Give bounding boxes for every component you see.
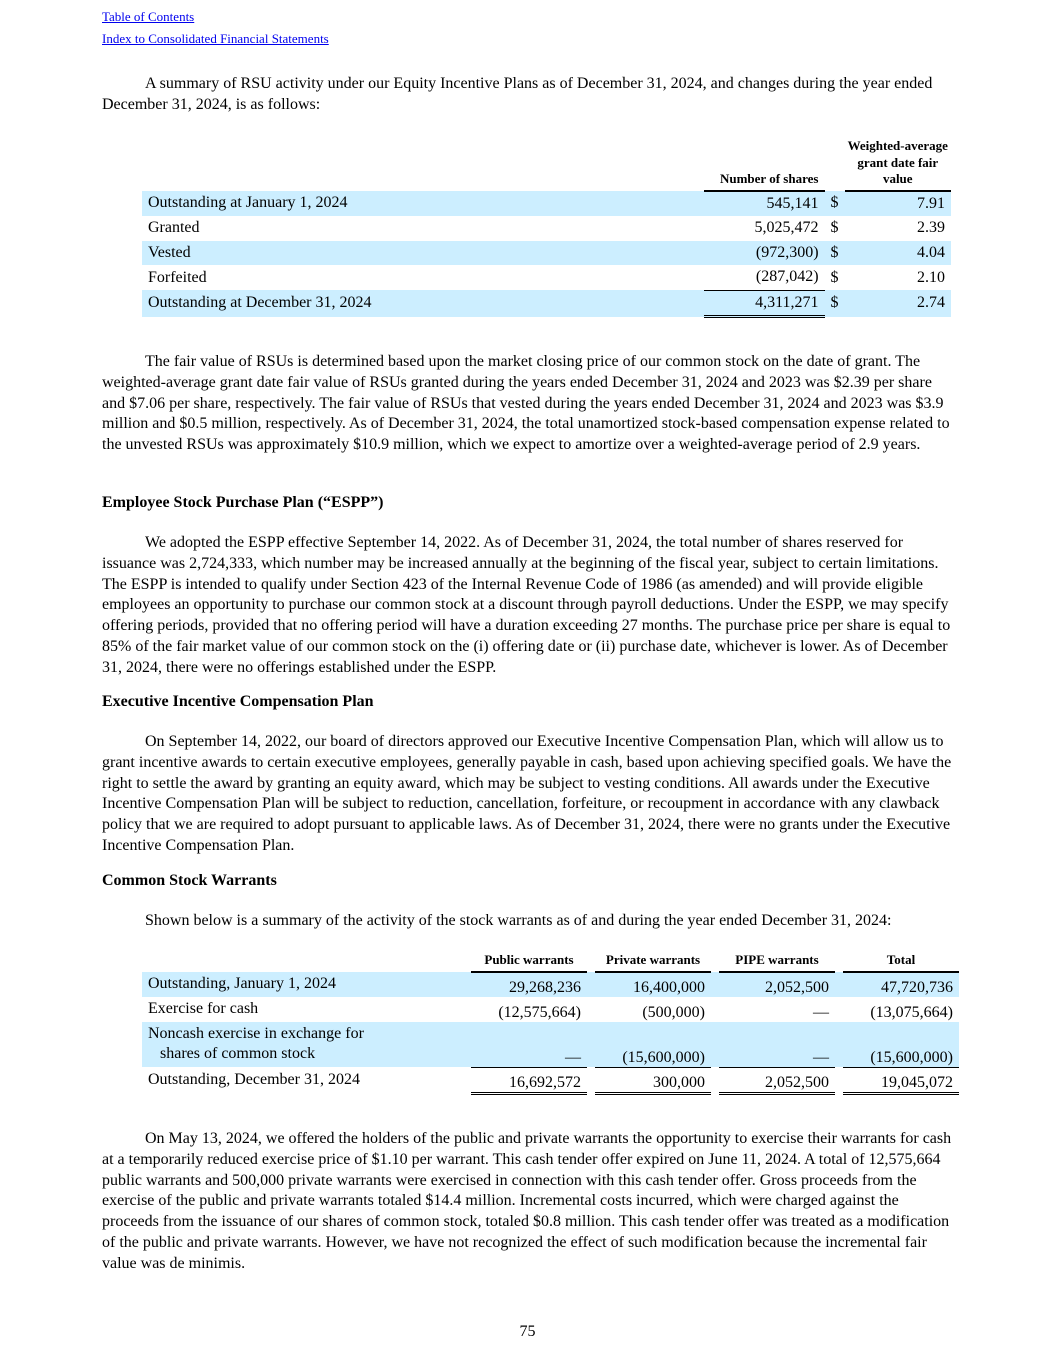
row-label: Outstanding at December 31, 2024 bbox=[142, 290, 704, 317]
row-label bbox=[142, 1067, 471, 1094]
public-warrants-value: — bbox=[471, 1022, 587, 1068]
exec-plan-paragraph: On September 14, 2022, our board of directors approved our Executive Incentive Compensation Plan, which will allow us to grant incentive awards to certain executive employees, generally payable in cash, based upon achieving specified goals. We have the right to settle the award by granting an equity award, which may be subject to vesting conditions. All awards under the Executive Incentive Compensation Plan will be subject to reduction, cancellation, forfeiture, or recoupment in accordance with any clawback policy that we are required to adopt pursuant to applicable laws. As of December 31, 2024, there were no grants under the Executive Incentive Compensation Plan. bbox=[102, 733, 952, 854]
fair-value: 2.39 bbox=[917, 219, 945, 237]
column-gap bbox=[835, 1067, 843, 1094]
table-row bbox=[142, 216, 951, 241]
exec-plan-heading: Executive Incentive Compensation Plan bbox=[102, 693, 374, 710]
table-header bbox=[142, 952, 959, 972]
rsu-fair-value-paragraph: The fair value of RSUs is determined based upon the market closing price of our common stock on the date of grant. The weighted-average grant date fair value of RSUs granted during the years ended December 31, 2024 and 2023 was $2.39 per share and $7.06 per share, respectively. The fair value of RSUs that vested during the years ended December 31, 2024 and 2023 was $3.9 million and $0.5 million, respectively. As of December 31, 2024, the total unamortized stock-based compensation expense related to the unvested RSUs was approximately $10.9 million, which we expect to amortize over a weighted-average period of 2.9 years. bbox=[102, 353, 950, 454]
warrants-intro-paragraph: Shown below is a summary of the activity of the stock warrants as of and during the year ended December 31, 2024: bbox=[145, 912, 892, 929]
total-warrants-value: 19,045,072 bbox=[843, 1067, 959, 1094]
warrants-tender-paragraph: On May 13, 2024, we offered the holders of the public and private warrants the opportunity to exercise their warrants for cash at a temporarily reduced exercise price of $1.10 per warrant. This cash tender offer expired on June 11, 2024. A total of 12,575,664 public warrants and 500,000 private warrants were exercised in connection with this cash tender offer. Gross proceeds from the exercise of the public and private warrants totaled $14.4 million. Incremental costs incurred, which were charged against the proceeds from the issuance of our shares of common stock, totaled $0.8 million. This cash tender offer was treated as a modification of the public and private warrants. However, we have not recognized the effect of such modification because the incremental fair value was de minimis. bbox=[102, 1130, 952, 1272]
currency-symbol: $ bbox=[830, 219, 839, 237]
row-label: Outstanding at January 1, 2024 bbox=[142, 191, 704, 217]
pipe-warrants-value: — bbox=[813, 1003, 829, 1021]
row-label bbox=[142, 972, 471, 998]
row-label-line: Noncash exercise in exchange for bbox=[148, 1024, 364, 1042]
table-row bbox=[142, 241, 951, 266]
table-row bbox=[142, 1067, 959, 1094]
header-total: Total bbox=[843, 952, 959, 972]
column-gap bbox=[711, 1022, 719, 1068]
table-row bbox=[142, 1022, 959, 1068]
table-row bbox=[142, 265, 951, 290]
shares-value: (972,300) bbox=[704, 241, 825, 266]
public-warrants-value: (12,575,664) bbox=[498, 1003, 581, 1021]
header-private-warrants: Private warrants bbox=[595, 952, 711, 972]
shares-value: 545,141 bbox=[704, 191, 825, 217]
private-warrants-value: (15,600,000) bbox=[595, 1022, 711, 1068]
currency-symbol: $ bbox=[825, 290, 845, 317]
column-gap bbox=[711, 997, 719, 1022]
column-gap bbox=[587, 972, 595, 998]
row-label bbox=[142, 1022, 471, 1068]
column-gap bbox=[587, 1067, 595, 1094]
fair-value: 4.04 bbox=[845, 241, 951, 266]
shares-value: (287,042) bbox=[755, 268, 819, 286]
column-gap bbox=[587, 1022, 595, 1068]
espp-paragraph: We adopted the ESPP effective September 14, 2022. As of December 31, 2024, the total number of shares reserved for issuance was 2,724,333, which number may be increased annually at the beginning of the fiscal year, subject to certain limitations. The ESPP is intended to qualify under Section 423 of the Internal Revenue Code of 1986 (as amended) and will provide eligible employees an opportunity to purchase our common stock at a discount through payroll deductions. Under the ESPP, we may specify offering periods, provided that no offering period will have a duration exceeding 27 months. The purchase price per share is equal to 85% of the fair market value of our common stock on the (i) offering date or (ii) purchase date, whichever is lower. As of December 31, 2024, there were no offerings established under the ESPP. bbox=[102, 534, 951, 676]
pipe-warrants-value: 2,052,500 bbox=[719, 1067, 835, 1094]
pipe-warrants-value: 2,052,500 bbox=[719, 972, 835, 998]
row-label bbox=[142, 997, 471, 1022]
header-pipe-warrants: PIPE warrants bbox=[719, 952, 835, 972]
warrants-heading: Common Stock Warrants bbox=[102, 872, 277, 889]
currency-symbol: $ bbox=[825, 191, 845, 217]
column-gap bbox=[835, 997, 843, 1022]
espp-heading: Employee Stock Purchase Plan (“ESPP”) bbox=[102, 494, 384, 511]
public-warrants-value: 16,692,572 bbox=[471, 1067, 587, 1094]
table-row bbox=[142, 290, 951, 317]
column-gap bbox=[711, 972, 719, 998]
fair-value: 2.10 bbox=[917, 268, 945, 286]
total-warrants-value: (15,600,000) bbox=[843, 1022, 959, 1068]
row-label-line: Outstanding, December 31, 2024 bbox=[148, 1070, 360, 1088]
shares-value: 5,025,472 bbox=[754, 219, 819, 237]
column-gap bbox=[835, 1022, 843, 1068]
row-label: Vested bbox=[142, 241, 704, 266]
row-label-line: Outstanding, January 1, 2024 bbox=[148, 974, 336, 992]
fair-value: 7.91 bbox=[845, 191, 951, 217]
currency-symbol: $ bbox=[825, 241, 845, 266]
fair-value: 2.74 bbox=[845, 290, 951, 317]
row-label-line: Exercise for cash bbox=[148, 999, 259, 1017]
public-warrants-value: 29,268,236 bbox=[471, 972, 587, 998]
header-weighted-average-fair-value: Weighted-average grant date fair value bbox=[845, 138, 951, 191]
total-warrants-value: 47,720,736 bbox=[843, 972, 959, 998]
row-label: Forfeited bbox=[148, 268, 207, 286]
total-warrants-value: (13,075,664) bbox=[870, 1003, 953, 1021]
column-gap bbox=[587, 997, 595, 1022]
private-warrants-value: 300,000 bbox=[595, 1067, 711, 1094]
header-number-of-shares: Number of shares bbox=[704, 138, 825, 191]
column-gap bbox=[835, 972, 843, 998]
pipe-warrants-value: — bbox=[719, 1022, 835, 1068]
shares-value: 4,311,271 bbox=[704, 290, 825, 317]
warrants-table bbox=[142, 952, 959, 1095]
page-number: 75 bbox=[519, 1323, 536, 1340]
currency-symbol: $ bbox=[830, 268, 839, 286]
row-label-continuation: shares of common stock bbox=[160, 1045, 316, 1063]
table-row bbox=[142, 972, 959, 998]
column-gap bbox=[711, 1067, 719, 1094]
header-public-warrants: Public warrants bbox=[471, 952, 587, 972]
private-warrants-value: 16,400,000 bbox=[595, 972, 711, 998]
table-row bbox=[142, 191, 951, 217]
row-label: Granted bbox=[148, 219, 200, 237]
table-header bbox=[142, 138, 951, 191]
private-warrants-value: (500,000) bbox=[642, 1003, 705, 1021]
rsu-intro-paragraph: A summary of RSU activity under our Equity Incentive Plans as of December 31, 2024, and changes during the year ended December 31, 2024, is as follows: bbox=[102, 75, 933, 113]
rsu-activity-table bbox=[142, 138, 951, 318]
table-row bbox=[142, 997, 959, 1022]
table-of-contents-link[interactable]: Table of Contents bbox=[102, 9, 195, 24]
index-financial-statements-link[interactable]: Index to Consolidated Financial Statements bbox=[102, 31, 329, 46]
